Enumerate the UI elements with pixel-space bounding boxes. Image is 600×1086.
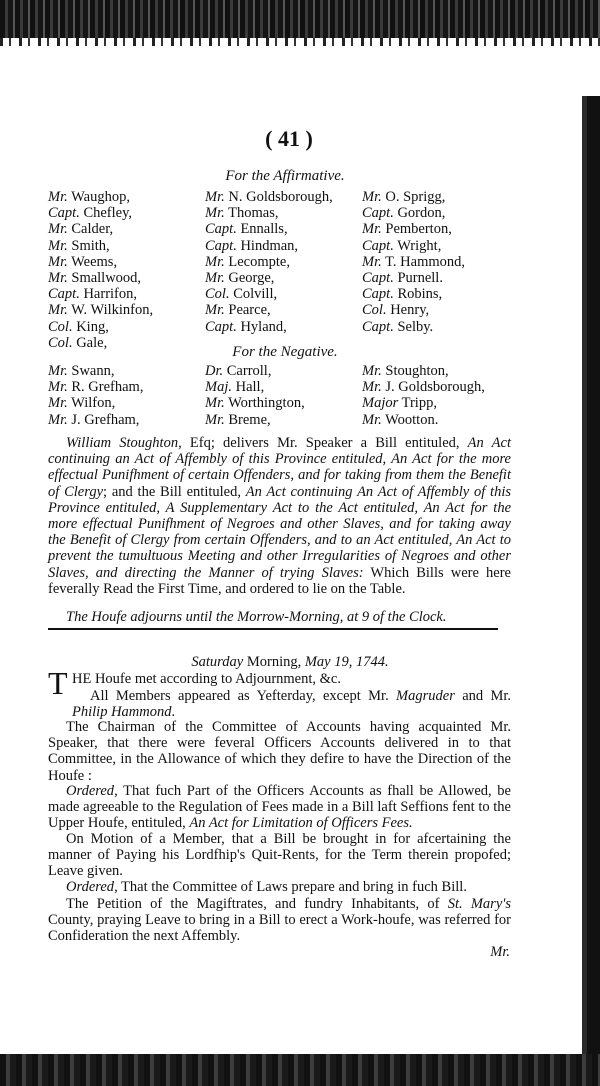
member-name: Calder, [71,221,114,238]
member-entry [48,205,153,221]
member-entry [48,238,153,254]
member-name: Hindman, [240,237,299,254]
member-name: Swann, [71,363,115,379]
member-entry [362,270,465,286]
member-entry [205,286,333,302]
member-entry [205,319,333,335]
opening-line: HE Houfe met according to Adjournment, &c. [72,671,341,687]
member-title: Mr. [362,379,382,396]
scan-top-edge [0,0,600,40]
member-title: Col. [48,318,73,335]
member-name: Smith, [71,237,110,254]
member-name: George, [228,270,275,287]
member-entry [48,395,143,411]
members-paragraph: All Members appeared as Yefterday, except Mr. Magruder and Mr. Philip Hammond. [72,688,512,721]
scan-right-edge [574,96,600,1086]
member-name: Chefley, [83,205,133,222]
member-title: Mr. [205,395,225,412]
member-title: Mr. [205,302,225,319]
section-rule [48,628,498,630]
member-entry [362,395,485,411]
member-entry [362,319,465,335]
stoughton-paragraph: William Stoughton, Efq; delivers Mr. Speaker a Bill entituled, An Act continuing an Act of Affembly of this Province entituled, An Act for the more effectual Punifhment of certain Offenders, and for taking from them the Benefit of Clergy; and the Bill entituled, An Act continuing An Act of Affembly of this Province entituled, A Supplementary Act to the Act entituled, An Act for the more effectual Punifhment of Negroes and other Slaves, and for taking away the Benefit of Clergy from certain Offenders, and to an Act entituled, An Act to prevent the tumultuous Meeting and other Irregularities of Negroes and other Slaves, and directing the Manner of trying Slaves: Which Bills were here feverally Read the First Time, and ordered to lie on the Table. [48,435,511,597]
member-title: Mr. [362,253,382,270]
member-entry [362,286,465,302]
member-entry [48,286,153,302]
member-title: Col. [205,286,230,303]
ordered-paragraph-2: Ordered, That the Committee of Laws prepare and bring in fuch Bill. [66,879,467,895]
negative-heading: For the Negative. [232,344,338,360]
member-entry [48,254,153,270]
member-name: J. Goldsborough, [385,379,485,396]
member-title: Col. [362,302,387,319]
member-title: Mr. [205,189,225,205]
member-name: Harrifon, [83,286,137,303]
member-name: Weems, [71,253,118,270]
member-name: W. Wilkinfon, [71,302,154,319]
member-title: Mr. [48,411,68,428]
member-entry [205,379,305,395]
drop-cap: T [48,665,68,701]
page-number: ( 41 ) [265,126,313,151]
affirmative-col-1 [48,189,153,351]
member-name: Smallwood, [71,270,142,287]
member-title: Mr. [48,302,68,319]
member-entry [48,379,143,395]
affirmative-col-2 [205,189,333,335]
member-entry [205,254,333,270]
member-name: Carroll, [226,363,272,379]
member-entry [362,205,465,221]
member-entry [48,189,153,205]
member-name: N. Goldsborough, [228,189,333,205]
member-title: Mr. [205,411,225,428]
member-name: Colvill, [233,286,278,303]
member-title: Col. [48,334,73,351]
member-name: Wilfon, [71,395,116,412]
member-name: Thomas, [228,205,279,222]
member-title: Capt. [362,270,394,287]
chairman-paragraph: The Chairman of the Committee of Accounts having acquainted Mr. Speaker, that there were feveral Officers Accounts delivered in to that Committee, in the Allowance of which they defire to have the Direction of the Houfe : [48,719,511,784]
member-entry [362,379,485,395]
member-entry [362,302,465,318]
member-entry [205,189,333,205]
member-entry [205,302,333,318]
member-name: Purnell. [397,270,443,287]
member-title: Mr. [205,270,225,287]
member-entry [362,238,465,254]
affirmative-col-3 [362,189,465,335]
member-entry [205,412,305,428]
member-name: Pearce, [228,302,271,319]
member-name: Waughop, [71,189,130,205]
member-title: Mr. [205,253,225,270]
negative-col-1 [48,363,143,428]
member-name: J. Grefham, [71,411,140,428]
member-entry [362,412,485,428]
member-title: Mr. [48,253,68,270]
member-name: Hyland, [240,318,287,335]
member-name: R. Grefham, [71,379,144,396]
bill-title-1: An Act continuing an Act of Affembly of this Province entituled, An Act for the more effectual Punifhment of certain Offenders, and for taking from them the Benefit of Clergy [48,435,511,500]
member-title: Capt. [362,318,394,335]
member-entry [205,395,305,411]
member-title: Major [362,395,399,412]
member-name: Breme, [228,411,271,428]
member-entry [362,363,485,379]
member-title: Capt. [205,318,237,335]
member-title: Mr. [362,363,382,379]
member-name: Wootton. [385,411,439,428]
member-title: Mr. [48,395,68,412]
member-title: Capt. [48,286,80,303]
negative-col-3 [362,363,485,428]
affirmative-heading: For the Affirmative. [225,168,345,184]
member-title: Mr. [48,363,68,379]
member-entry [205,205,333,221]
adjourn-line: The Houfe adjourns until the Morrow-Morning, at 9 of the Clock. [66,609,447,625]
member-entry [48,412,143,428]
member-name: Selby. [397,318,434,335]
member-title: Mr. [48,270,68,287]
member-title: Mr. [362,411,382,428]
member-name: Henry, [390,302,430,319]
member-title: Mr. [362,189,382,205]
member-title: Dr. [205,363,224,379]
member-entry [48,363,143,379]
member-entry [48,335,153,351]
member-title: Capt. [205,237,237,254]
member-name: Gordon, [397,205,446,222]
member-entry [48,221,153,237]
member-title: Mr. [48,221,68,238]
petition-paragraph: The Petition of the Magiftrates, and fundry Inhabitants, of St. Mary's County, praying Leave to bring in a Bill to erect a Work-houfe, was referred for Confideration the next Affembly. [48,896,512,945]
member-name: Pemberton, [385,221,452,238]
member-entry [48,319,153,335]
member-entry [362,254,465,270]
member-name: Gale, [76,334,108,351]
member-entry [205,363,305,379]
speaker-name: William Stoughton [66,435,179,451]
member-name: T. Hammond, [385,253,465,270]
member-title: Mr. [48,237,68,254]
member-entry [205,238,333,254]
ordered-paragraph-1: Ordered, That fuch Part of the Officers Accounts as fhall be Allowed, be made agreeable to the Regulation of Fees made in a Bill laft Seffions fent to the Upper Houfe, entituled, An Act for Limitation of Officers Fees. [48,783,511,832]
member-title: Mr. [205,205,225,222]
sitting-date: Saturday Morning, May 19, 1744. [191,654,389,670]
motion-paragraph: On Motion of a Member, that a Bill be brought in for afcertaining the manner of Paying his Lordfhip's Quit-Rents, for the Term therein propofed; Leave given. [48,831,511,880]
member-name: Ennalls, [240,221,288,238]
member-entry [362,189,465,205]
member-title: Mr. [362,221,382,238]
scan-bottom-edge [0,1054,600,1086]
member-name: Wright, [397,237,442,254]
member-entry [48,270,153,286]
member-name: Lecompte, [228,253,290,270]
member-name: King, [76,318,109,335]
member-title: Mr. [48,189,68,205]
member-title: Mr. [48,379,68,396]
member-title: Capt. [362,237,394,254]
member-name: Stoughton, [385,363,449,379]
member-name: O. Sprigg, [385,189,446,205]
member-entry [205,221,333,237]
member-title: Capt. [362,205,394,222]
member-title: Capt. [48,205,80,222]
member-title: Maj. [205,379,232,396]
member-name: Worthington, [228,395,305,412]
member-entry [48,302,153,318]
member-name: Robins, [397,286,443,303]
catchword: Mr. [490,944,510,960]
bill-title-2: An Act continuing An Act of Affembly of this Province entituled, A Supplementary Act to the Act entituled, An Act for the more effectual Punifhment of Negroes and other Slaves, and for taking away the Benefit of Clergy from certain Offenders, and to an Act entituled, An Act to prevent the tumultuous Meeting and other Irregularities of Negroes and other Slaves, and directing the Manner of trying Slaves: [48,483,511,581]
member-title: Capt. [205,221,237,238]
member-name: Hall, [235,379,265,396]
member-name: Tripp, [401,395,437,412]
negative-col-2 [205,363,305,428]
member-entry [205,270,333,286]
member-title: Capt. [362,286,394,303]
member-entry [362,221,465,237]
